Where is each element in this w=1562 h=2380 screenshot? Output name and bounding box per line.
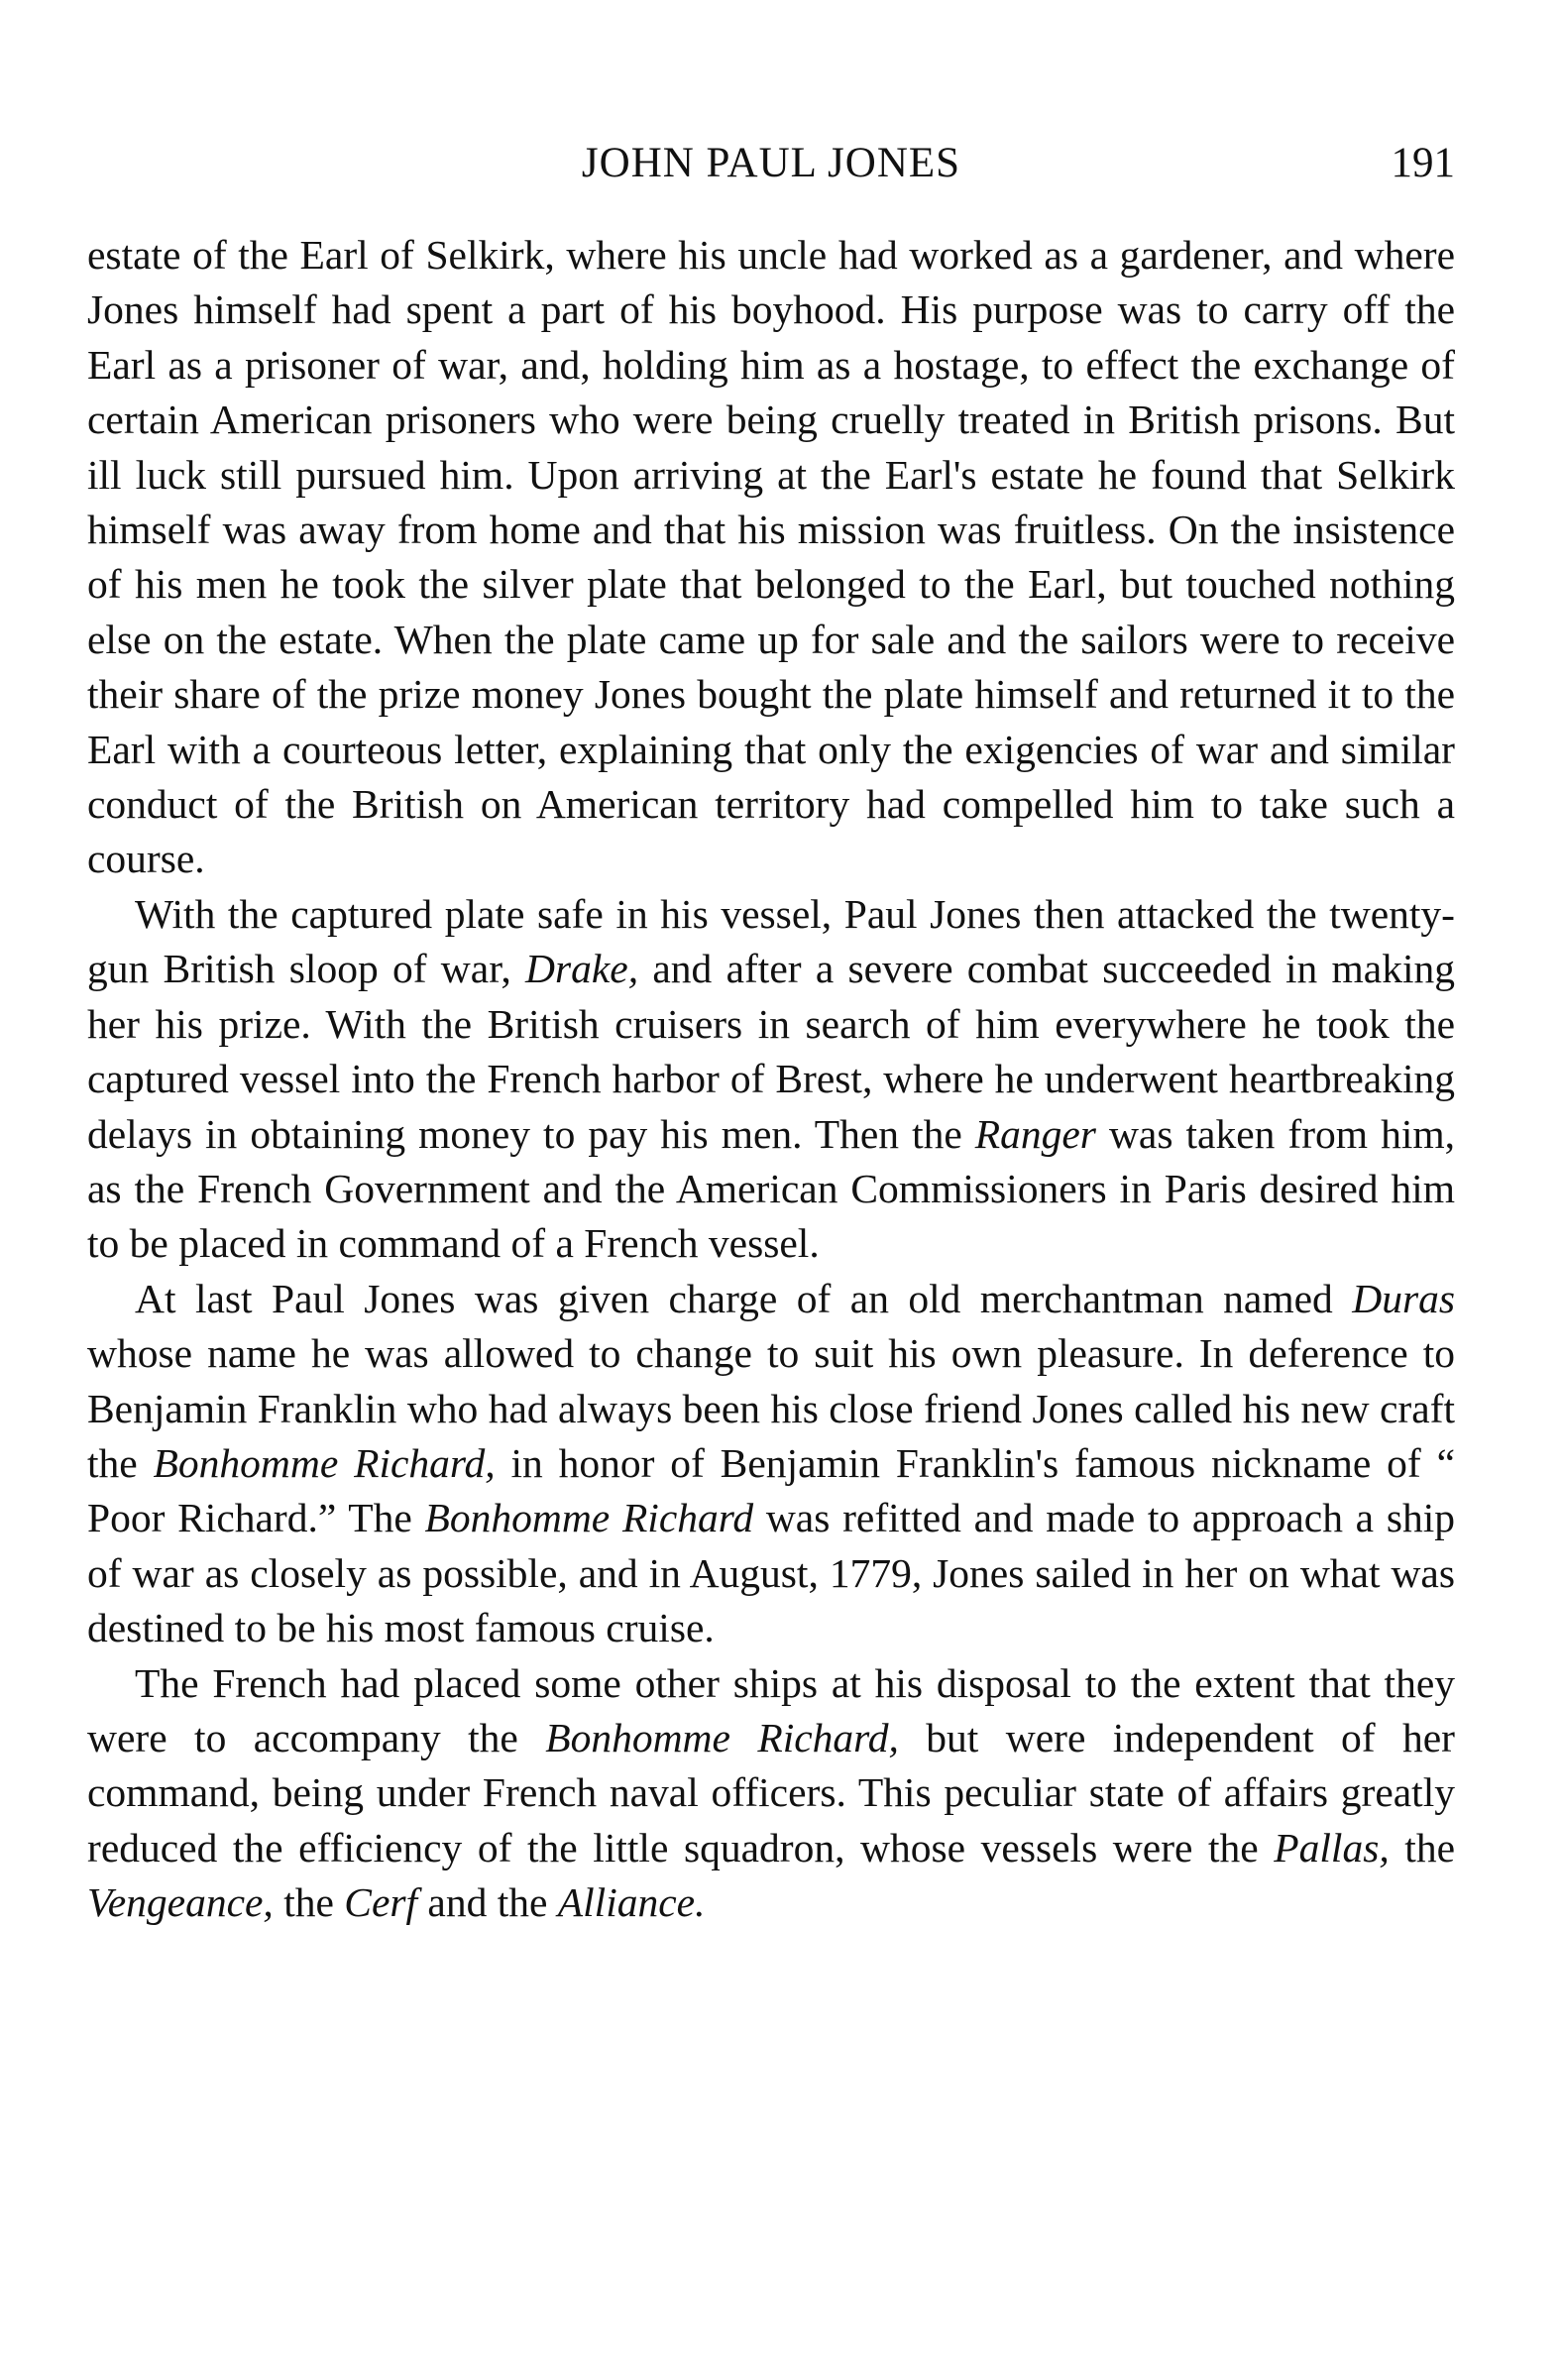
text-run: estate of the Earl of Selkirk, where his uncle had worked as a gardener, and where Jones himself had spent a part of his boyhood. His purpose was to carry off the Earl as a prisoner of war, and, holding him as a hostage, to effect the exchange of certain American prisoners who were being cruelly treated in British prisons. But ill luck still pursued him. Upon arriving at the Earl's estate he found that Selkirk himself was away from home and that his mission was fruitless. On the insistence of his men he took the silver plate that belonged to the Earl, but touched nothing else on the estate. When the plate came up for sale and the sailors were to receive their share of the prize money Jones bought the plate himself and returned it to the Earl with a courteous letter, explaining that only the exigencies of war and similar conduct of the British on American territory had compelled him to take such a course. — [87, 232, 1455, 882]
italic-text-run: Bonhomme Richard, — [153, 1439, 496, 1486]
page-number: 191 — [1391, 140, 1455, 186]
italic-text-run: Bonhomme Richard, — [545, 1714, 899, 1760]
text-run: in honor of Benjamin Franklin's famous nickname of “ Poor Richard.” The — [87, 1439, 1455, 1541]
paragraph — [87, 228, 1455, 887]
italic-text-run: Vengeance, — [87, 1879, 274, 1926]
running-head — [87, 134, 1455, 193]
italic-text-run: Pallas, — [1274, 1824, 1390, 1870]
text-run: whose name he was allowed to change to suit his own pleasure. In deference to Benjamin Franklin who had always been his close friend Jones called his new craft the — [87, 1330, 1455, 1486]
paragraph — [87, 1272, 1455, 1656]
text-run: With the captured plate safe in his vessel, Paul Jones then attacked the twenty-gun British sloop of war, — [87, 890, 1455, 992]
body-text — [87, 228, 1455, 1931]
italic-text-run: Drake, — [525, 946, 639, 992]
text-run: The French had placed some other ships at his disposal to the extent that they were to accompany the — [87, 1659, 1455, 1760]
running-title: JOHN PAUL JONES — [581, 140, 961, 186]
text-run: and after a severe combat succeeded in making her his prize. With the British cruisers in search of him everywhere he took the captured vessel into the French harbor of Brest, where he underwent heartbreaking delays in obtaining money to pay his men. Then the — [87, 946, 1455, 1157]
italic-text-run: Bonhomme Richard — [424, 1495, 754, 1541]
text-run: but were independent of her command, being under French naval officers. This peculiar state of affairs greatly reduced the efficiency of the little squadron, whose vessels were the — [87, 1714, 1455, 1870]
italic-text-run: Ranger — [974, 1110, 1096, 1157]
text-run: At last Paul Jones was given charge of an old merchantman named — [135, 1275, 1353, 1321]
paragraph — [87, 887, 1455, 1272]
text-run: the — [1389, 1824, 1455, 1870]
text-run: was taken from him, as the French Government and the American Commissioners in Paris desired him to be placed in command of a French vessel. — [87, 1110, 1456, 1267]
italic-text-run: Duras — [1352, 1275, 1455, 1321]
text-run: the — [273, 1879, 345, 1926]
text-run: was refitted and made to approach a ship of war as closely as possible, and in August, 1779, Jones sailed in her on what was destined to be his most famous cruise. — [87, 1495, 1455, 1651]
text-run: and the — [417, 1879, 558, 1926]
italic-text-run: Cerf — [344, 1879, 418, 1926]
italic-text-run: Alliance. — [557, 1879, 706, 1926]
paragraph — [87, 1656, 1455, 1931]
